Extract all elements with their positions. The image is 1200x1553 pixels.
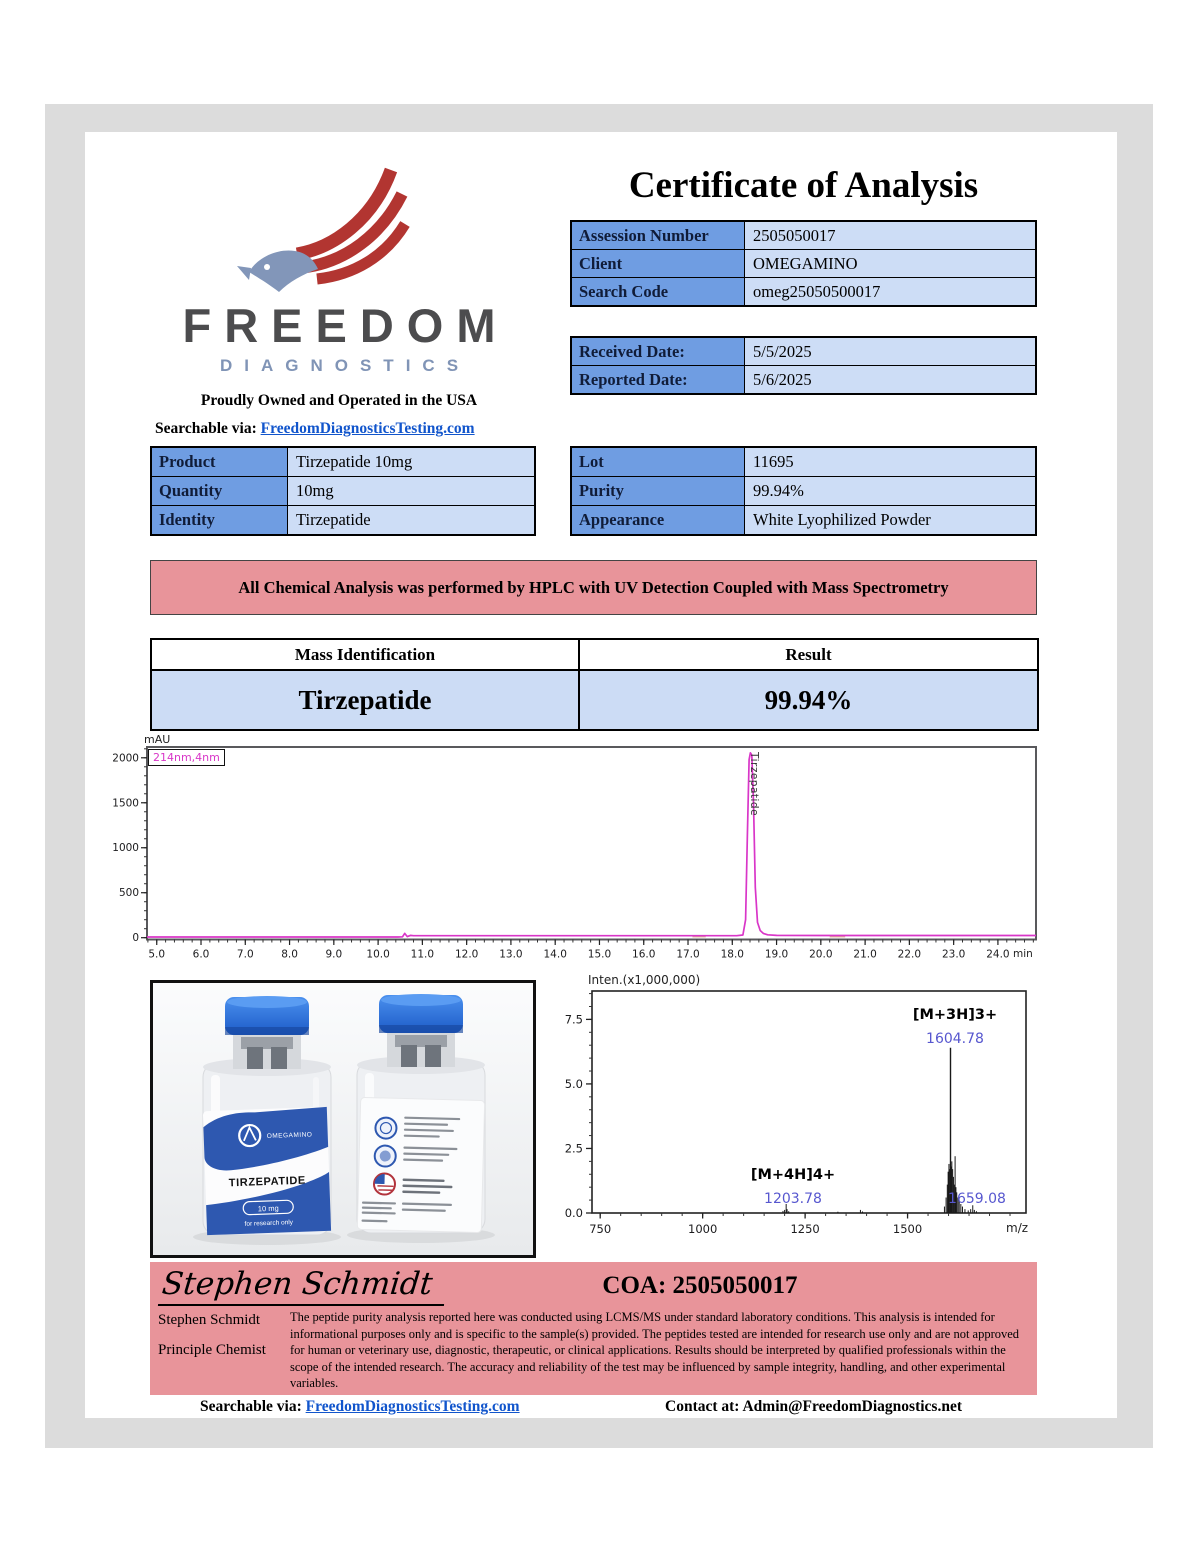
- table-row: [152, 476, 534, 505]
- row-label: Quantity: [152, 477, 288, 505]
- row-label: Identity: [152, 506, 288, 534]
- svg-text:5.0: 5.0: [564, 1076, 583, 1091]
- ms-ion-label-4h: [M+4H]4+: [750, 1167, 836, 1183]
- product-table: [150, 446, 536, 536]
- svg-text:19.0: 19.0: [764, 948, 789, 961]
- svg-text:12.0: 12.0: [454, 948, 479, 961]
- ms-mz-value-1203: 1203.78: [764, 1191, 822, 1207]
- result-compound: Tirzepatide: [152, 671, 580, 729]
- vial-note-text: for research only: [244, 1219, 294, 1228]
- svg-text:24.0: 24.0: [986, 948, 1010, 961]
- svg-text:0.0: 0.0: [564, 1206, 583, 1220]
- svg-text:1000: 1000: [112, 842, 139, 855]
- searchable-link[interactable]: FreedomDiagnosticsTesting.com: [260, 420, 475, 437]
- footer-searchable-link[interactable]: FreedomDiagnosticsTesting.com: [305, 1398, 520, 1415]
- signature-block: [150, 1262, 1037, 1395]
- vial-dose-text: 10 mg: [257, 1203, 279, 1214]
- table-row: [572, 365, 1035, 393]
- table-row: [572, 222, 1035, 249]
- row-value: 10mg: [288, 477, 534, 505]
- brand-subname: DIAGNOSTICS: [219, 356, 471, 375]
- row-label: Client: [572, 250, 745, 277]
- result-purity: 99.94%: [764, 685, 853, 715]
- svg-text:20.0: 20.0: [809, 948, 833, 961]
- svg-text:18.0: 18.0: [720, 948, 744, 961]
- table-row: [572, 249, 1035, 277]
- row-label: Received Date:: [572, 338, 745, 365]
- accession-table: [570, 220, 1037, 307]
- row-label: Assession Number: [572, 222, 745, 249]
- svg-text:8.0: 8.0: [281, 948, 298, 961]
- row-value: 99.94%: [745, 477, 1035, 505]
- chemist-name: Stephen Schmidt: [158, 1312, 261, 1328]
- svg-text:15.0: 15.0: [587, 948, 612, 961]
- hplc-chromatogram: [112, 733, 1040, 965]
- row-value: omeg25050500017: [745, 278, 1035, 305]
- hplc-peak-label: Tirzepatide: [748, 752, 760, 817]
- lot-table: [570, 446, 1037, 536]
- ms-yaxis-label: Inten.(x1,000,000): [588, 973, 701, 987]
- hplc-yaxis-unit: mAU: [144, 733, 171, 746]
- ms-ion-label-3h: [M+3H]3+: [912, 1007, 998, 1023]
- row-value: 5/6/2025: [745, 366, 1035, 393]
- vial-front: [203, 996, 331, 1235]
- svg-text:0: 0: [132, 932, 139, 945]
- svg-text:23.0: 23.0: [941, 948, 966, 961]
- svg-text:9.0: 9.0: [325, 948, 343, 961]
- row-label: Lot: [572, 448, 745, 476]
- svg-text:17.0: 17.0: [676, 948, 700, 961]
- footer-contact: Contact at: Admin@FreedomDiagnostics.net: [665, 1398, 962, 1415]
- result-header-result: Result: [785, 645, 832, 664]
- table-row: [572, 476, 1035, 505]
- svg-text:1000: 1000: [688, 1222, 718, 1236]
- result-table-header: [152, 640, 1037, 671]
- brand-tagline: Proudly Owned and Operated in the USA: [200, 392, 478, 409]
- row-label: Appearance: [572, 506, 745, 534]
- svg-text:2.5: 2.5: [564, 1141, 583, 1156]
- disclaimer-text: The peptide purity analysis reported here was conducted using LCMS/MS under standard laboratory conditions. This analysis is intended for informational purposes only and is specific to the sample(s) provided. The peptides tested are intended for research use only and are not approved for human or veterinary use, diagnostic, therapeutic, or clinical applications. Results should be interpreted by qualified professionals within the scope of the intended research. The accuracy and reliability of the test may be influenced by sample integrity, handling, and other experimental variables.: [290, 1310, 1020, 1390]
- result-table: [150, 638, 1039, 731]
- brand-name: FREEDOM: [182, 299, 509, 352]
- row-value: 2505050017: [745, 222, 1035, 249]
- svg-text:21.0: 21.0: [853, 948, 877, 961]
- row-value: Tirzepatide 10mg: [288, 448, 534, 476]
- vial-brand-text: OMEGAMINO: [266, 1131, 313, 1140]
- vial-back: [357, 994, 485, 1233]
- table-row: [572, 277, 1035, 305]
- svg-text:7.5: 7.5: [564, 1012, 583, 1027]
- row-value: 11695: [745, 448, 1035, 476]
- row-label: Search Code: [572, 278, 745, 305]
- row-value: White Lyophilized Powder: [745, 506, 1035, 534]
- seal-icon: [375, 1117, 397, 1139]
- svg-text:500: 500: [118, 887, 139, 900]
- svg-text:750: 750: [589, 1222, 612, 1236]
- svg-text:1250: 1250: [790, 1222, 820, 1236]
- vial-product-text: TIRZEPATIDE: [228, 1174, 307, 1190]
- row-label: Product: [152, 448, 288, 476]
- product-photo: [150, 980, 536, 1258]
- svg-text:7.0: 7.0: [236, 948, 254, 961]
- eagle-logo-icon: [235, 156, 420, 306]
- vial-back-label: [357, 1097, 484, 1232]
- svg-text:2000: 2000: [112, 752, 139, 765]
- signature: Stephen Schmidt: [158, 1266, 448, 1306]
- ms-xaxis-unit: m/z: [1006, 1221, 1029, 1235]
- svg-text:16.0: 16.0: [632, 948, 656, 961]
- footer-searchable: [200, 1398, 520, 1416]
- method-banner: All Chemical Analysis was performed by HPLC with UV Detection Coupled with Mass Spectrometry: [150, 560, 1037, 615]
- svg-text:1500: 1500: [892, 1222, 923, 1236]
- ms-mz-value-1659: 1659.08: [948, 1191, 1006, 1207]
- row-label: Purity: [572, 477, 745, 505]
- row-value: OMEGAMINO: [745, 250, 1035, 277]
- row-value: 5/5/2025: [745, 338, 1035, 365]
- row-label: Reported Date:: [572, 366, 745, 393]
- result-table-row: [152, 671, 1037, 729]
- hplc-xaxis-unit: min: [1013, 948, 1033, 960]
- chemist-role: Principle Chemist: [158, 1342, 266, 1358]
- vial-photo-illustration: [153, 983, 532, 1253]
- searchable-label: Searchable via:: [155, 420, 257, 437]
- svg-text:14.0: 14.0: [543, 948, 567, 961]
- page-title: Certificate of Analysis: [628, 165, 979, 206]
- result-header-identification: Mass Identification: [152, 640, 580, 669]
- svg-text:10.0: 10.0: [366, 948, 390, 961]
- footer-searchable-label: Searchable via:: [200, 1398, 302, 1415]
- table-row: [572, 448, 1035, 476]
- coa-number: COA: 2505050017: [602, 1272, 798, 1299]
- row-value: Tirzepatide: [288, 506, 534, 534]
- table-row: [572, 338, 1035, 365]
- vial-front-label: [203, 1107, 331, 1235]
- table-row: [152, 505, 534, 534]
- ms-mz-value-1604: 1604.78: [926, 1031, 984, 1047]
- hplc-wavelength-legend: 214nm,4nm: [148, 749, 225, 766]
- table-row: [572, 505, 1035, 534]
- svg-text:13.0: 13.0: [499, 948, 523, 961]
- dates-table: [570, 336, 1037, 395]
- svg-text:1500: 1500: [112, 797, 139, 810]
- svg-text:5.0: 5.0: [148, 948, 166, 961]
- searchable-line: [155, 420, 475, 438]
- svg-text:11.0: 11.0: [410, 948, 435, 961]
- svg-text:6.0: 6.0: [192, 948, 210, 961]
- table-row: [152, 448, 534, 476]
- svg-text:22.0: 22.0: [897, 948, 922, 961]
